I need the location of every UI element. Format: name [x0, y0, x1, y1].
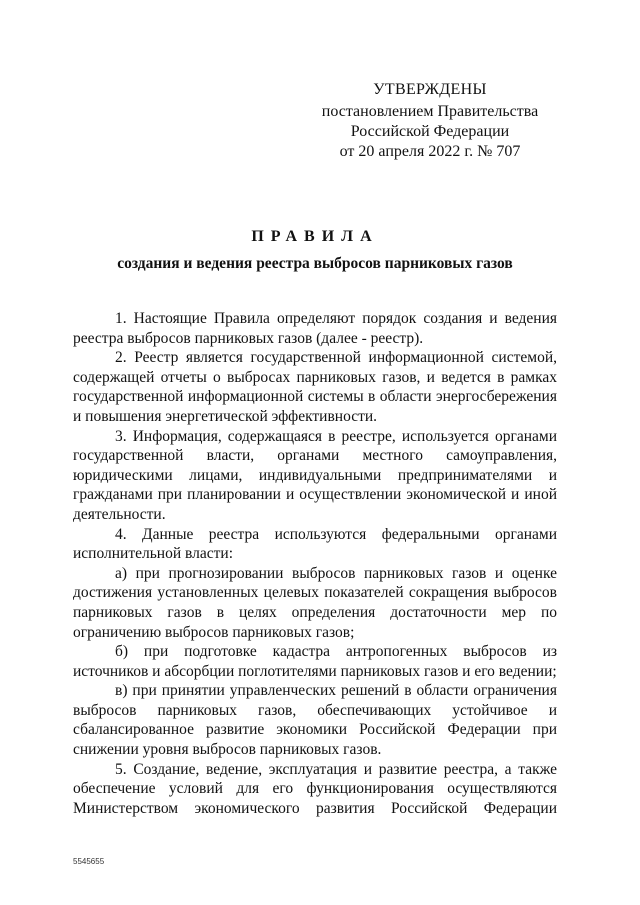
approval-heading: УТВЕРЖДЕНЫ	[373, 81, 487, 98]
paragraph-5: 5. Создание, ведение, эксплуатация и развитие реестра, а также обеспечение условий для его функционирования осуществляются Министерством экономического развития Российской Федерации	[73, 760, 557, 817]
paragraph-4a: а) при прогнозировании выбросов парниковых газов и оценке достижения установленных целевых показателей сокращения выбросов парниковых газов в целях определения достаточности мер по ограничению выбросов парниковых газов;	[73, 564, 557, 641]
paragraph-2: 2. Реестр является государственной информационной системой, содержащей отчеты о выбросах парниковых газов, и ведется в рамках государственной информационной системы в области энергосбережения и повышения энергетической эффективности.	[73, 349, 557, 425]
approval-line-1: постановлением Правительства	[321, 103, 539, 120]
approval-line-3: от 20 апреля 2022 г. № 707	[339, 143, 521, 160]
document-subtitle: создания и ведения реестра выбросов парниковых газов	[117, 255, 513, 272]
approval-block	[300, 80, 560, 162]
footer-document-code: 5545655	[73, 857, 105, 866]
paragraph-4: 4. Данные реестра используются федеральными органами исполнительной власти:	[73, 525, 557, 563]
document-title: ПРАВИЛА	[251, 228, 379, 245]
paragraph-1: 1. Настоящие Правила определяют порядок создания и ведения реестра выбросов парниковых газов (далее - реестр).	[73, 310, 557, 347]
document-body	[73, 309, 557, 818]
approval-line-2: Российской Федерации	[350, 123, 510, 140]
paragraph-3: 3. Информация, содержащаяся в реестре, используется органами государственной власти, органами местного самоуправления, юридическими лицами, индивидуальными предпринимателями и гражданами при планировании и осуществлении экономической и иной деятельности.	[73, 427, 557, 523]
paragraph-4b: б) при подготовке кадастра антропогенных выбросов из источников и абсорбции поглотителями парниковых газов и его ведении;	[73, 643, 557, 680]
paragraph-4c: в) при принятии управленческих решений в области ограничения выбросов парниковых газов, обеспечивающих устойчивое и сбалансированное развитие экономики Российской Федерации при снижении уровня выбросов парниковых газов.	[73, 682, 557, 759]
